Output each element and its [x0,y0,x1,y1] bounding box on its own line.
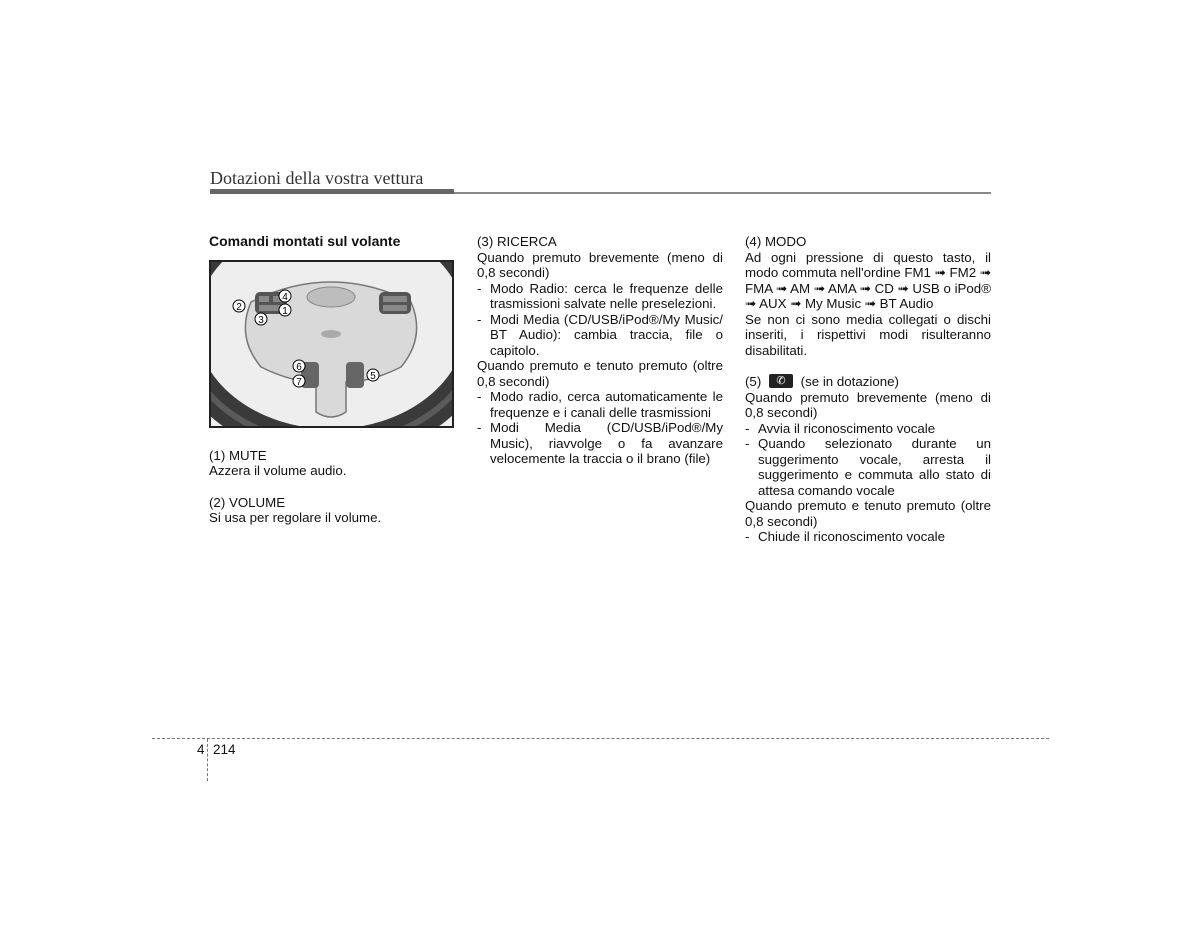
callout-5: 5 [370,370,376,382]
column-middle [477,234,723,467]
header-rule-thick [210,189,454,194]
callout-1: 1 [282,305,288,317]
voice-title [745,374,991,390]
seek-short-list [477,281,723,359]
voice-suffix: (se in dotazione) [800,374,899,389]
column-left [209,234,457,526]
voice-recognition-icon: ✆ [769,374,793,388]
list-item: - Quando selezionato durante un suggerimento vocale, arresta il suggerimento e commuta allo stato di attesa comando vocale [745,436,991,498]
footer-rule [152,738,1049,739]
voice-short-press: Quando premuto brevemente (meno di 0,8 secondi) [745,389,991,420]
callout-4: 4 [282,291,288,303]
seek-short-press: Quando premuto brevemente (meno di 0,8 secondi) [477,249,723,280]
list-item: - Chiude il riconoscimento vocale [745,529,991,545]
list-item: - Modo Radio: cerca le frequenze delle trasmissioni salvate nelle preselezioni. [477,281,723,312]
callout-7: 7 [296,376,302,388]
page-header-title: Dotazioni della vostra vettura [210,168,424,188]
column-right [745,234,991,545]
volume-text: Si usa per regolare il volume. [209,510,382,525]
voice-short-list [745,421,991,499]
voice-long-list [745,529,991,545]
mode-title: (4) MODO [745,234,807,249]
list-item: - Modi Media (CD/USB/iPod®/My Music/ BT Audio): cambia traccia, file o capitolo. [477,312,723,359]
header-rule-thin [454,192,991,194]
volume-title: (2) VOLUME [209,494,286,510]
seek-long-list [477,389,723,467]
mute-text: Azzera il volume audio. [209,463,347,478]
steering-wheel-illustration [211,262,452,426]
chapter-number: 4 [197,742,205,757]
voice-prefix: (5) [745,374,762,389]
steering-wheel-figure [209,260,454,428]
page-number: 214 [213,742,236,757]
section-title: Comandi montati sul volante [209,233,401,249]
list-item: - Avvia il riconoscimento vocale [745,421,991,437]
seek-long-press: Quando premuto e tenuto premuto (oltre 0,8 secondi) [477,358,723,389]
callout-3: 3 [258,314,264,326]
mute-title: (1) MUTE [209,447,267,463]
seek-title: (3) RICERCA [477,234,557,249]
mode-text: Ad ogni pressione di questo tasto, il modo commuta nell'ordine FM1 ➟ FM2 ➟ FMA ➟ AM ➟ AMA ➟ CD ➟ USB o iPod® ➟ AUX ➟ My Music ➟ BT Audio [745,249,991,311]
callout-6: 6 [296,361,302,373]
voice-long-press: Quando premuto e tenuto premuto (oltre 0,8 secondi) [745,498,991,529]
footer-vertical-rule [207,739,208,781]
list-item: - Modi Media (CD/USB/iPod®/My Music), riavvolge o fa avanzare velocemente la traccia o il brano (file) [477,420,723,467]
callout-2: 2 [236,301,242,313]
mode-note: Se non ci sono media collegati o dischi inseriti, i rispettivi modi risulteranno disabilitati. [745,311,991,358]
list-item: - Modo radio, cerca automaticamente le frequenze e i canali delle trasmissioni [477,389,723,420]
